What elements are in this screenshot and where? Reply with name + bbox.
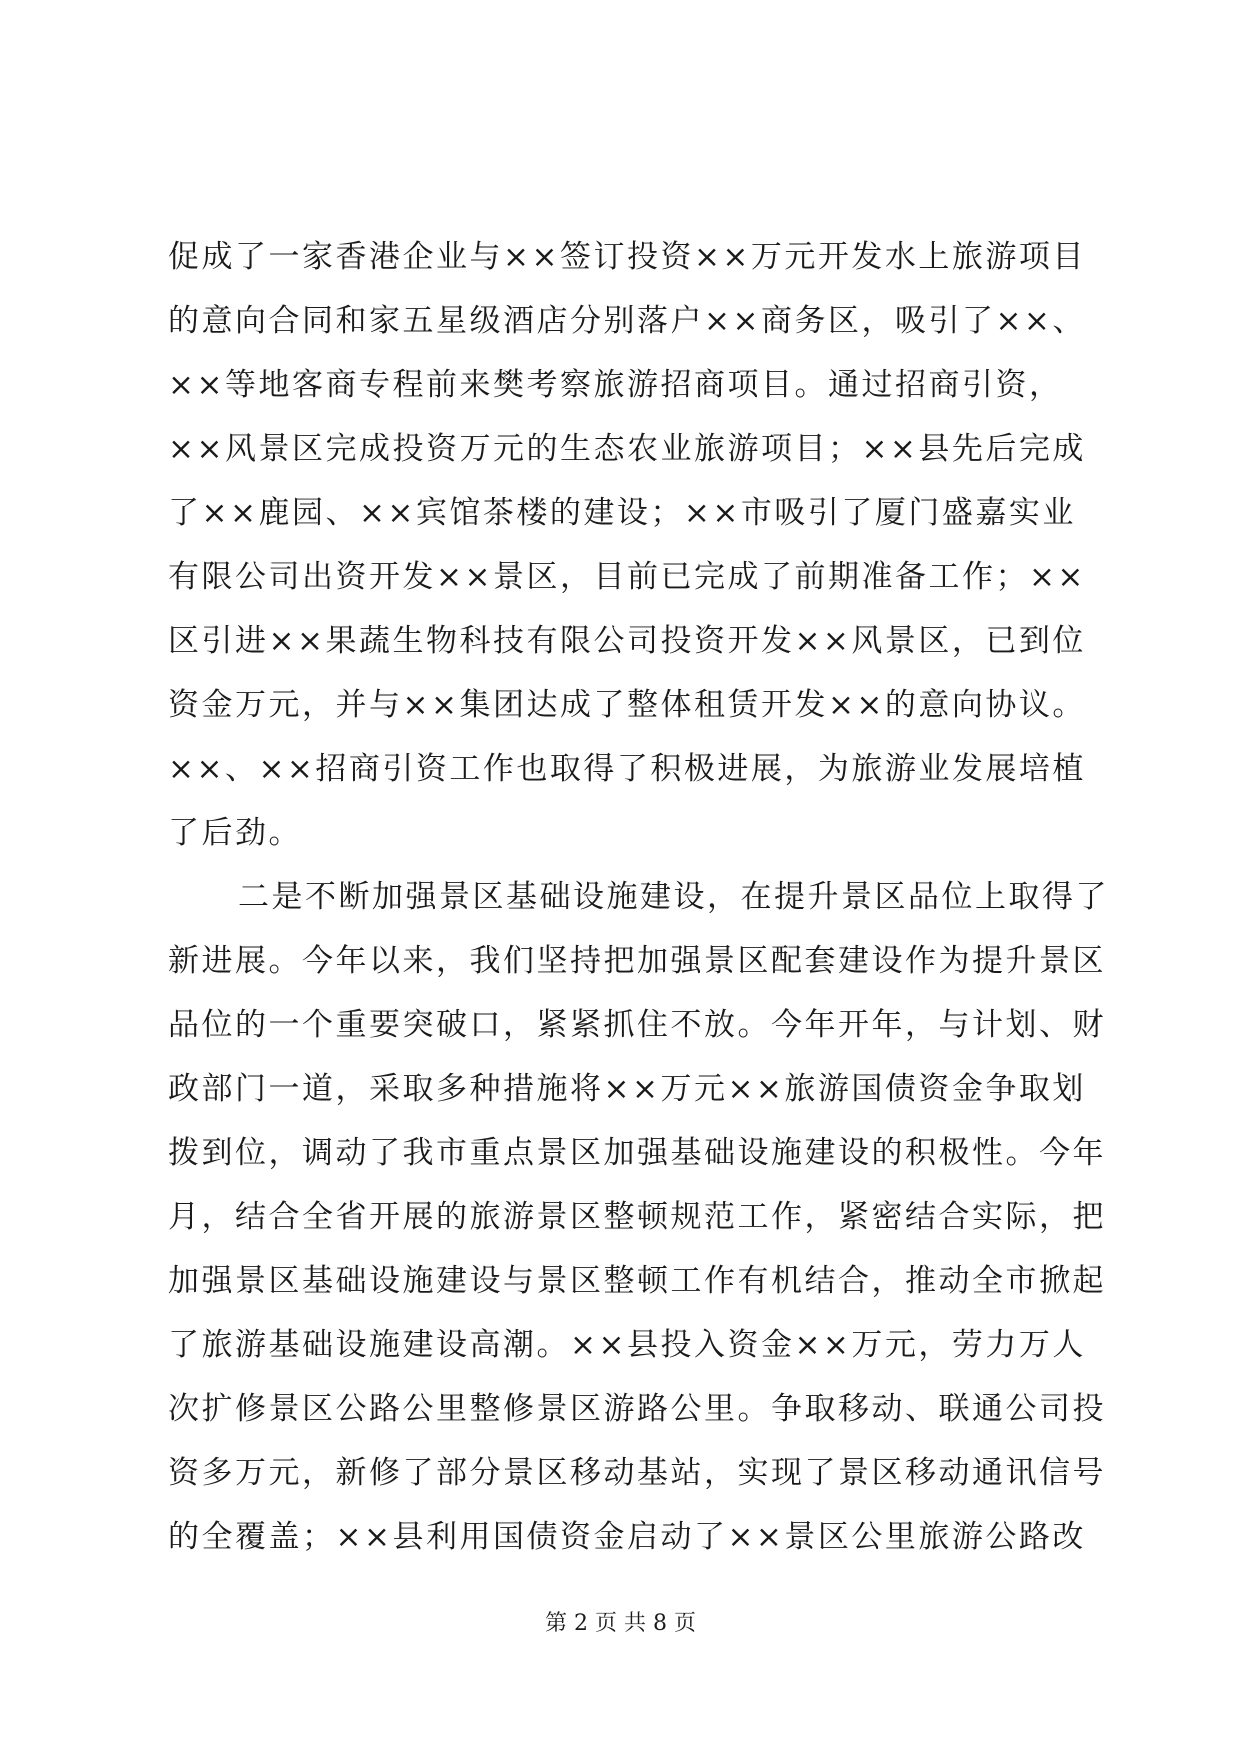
- text-line-8: 资金万元，并与××集团达成了整体租赁开发××的意向协议。: [168, 687, 1086, 723]
- text-line-11: 二是不断加强景区基础设施建设，在提升景区品位上取得了: [238, 879, 1109, 915]
- text-line-6: 有限公司出资开发××景区，目前已完成了前期准备工作；××: [168, 559, 1086, 595]
- text-line-16: 月，结合全省开展的旅游景区整顿规范工作，紧密结合实际，把: [168, 1199, 1106, 1235]
- text-line-7: 区引进××果蔬生物科技有限公司投资开发××风景区，已到位: [168, 623, 1086, 659]
- text-line-18: 了旅游基础设施建设高潮。××县投入资金××万元，劳力万人: [168, 1327, 1086, 1363]
- text-line-19: 次扩修景区公路公里整修景区游路公里。争取移动、联通公司投: [168, 1391, 1106, 1427]
- text-line-17: 加强景区基础设施建设与景区整顿工作有机结合，推动全市掀起: [168, 1263, 1106, 1299]
- text-line-10: 了后劲。: [168, 815, 302, 851]
- text-line-2: 的意向合同和家五星级酒店分别落户××商务区，吸引了××、: [168, 303, 1086, 339]
- page-number-footer: 第 2 页 共 8 页: [545, 1611, 696, 1636]
- text-line-12: 新进展。今年以来，我们坚持把加强景区配套建设作为提升景区: [168, 943, 1106, 979]
- text-line-15: 拨到位，调动了我市重点景区加强基础设施建设的积极性。今年: [168, 1135, 1106, 1171]
- text-line-3: ××等地客商专程前来樊考察旅游招商项目。通过招商引资，: [168, 367, 1063, 403]
- text-line-21: 的全覆盖；××县利用国债资金启动了××景区公里旅游公路改: [168, 1519, 1086, 1555]
- text-line-20: 资多万元，新修了部分景区移动基站，实现了景区移动通讯信号: [168, 1455, 1106, 1491]
- text-line-14: 政部门一道，采取多种措施将××万元××旅游国债资金争取划: [168, 1071, 1086, 1107]
- text-line-4: ××风景区完成投资万元的生态农业旅游项目；××县先后完成: [168, 431, 1086, 467]
- text-line-9: ××、××招商引资工作也取得了积极进展，为旅游业发展培植: [168, 751, 1086, 787]
- text-line-5: 了××鹿园、××宾馆茶楼的建设；××市吸引了厦门盛嘉实业: [168, 495, 1076, 531]
- text-line-1: 促成了一家香港企业与××签订投资××万元开发水上旅游项目: [168, 239, 1086, 275]
- body-text: [168, 225, 1109, 1569]
- text-line-13: 品位的一个重要突破口，紧紧抓住不放。今年开年，与计划、财: [168, 1007, 1106, 1043]
